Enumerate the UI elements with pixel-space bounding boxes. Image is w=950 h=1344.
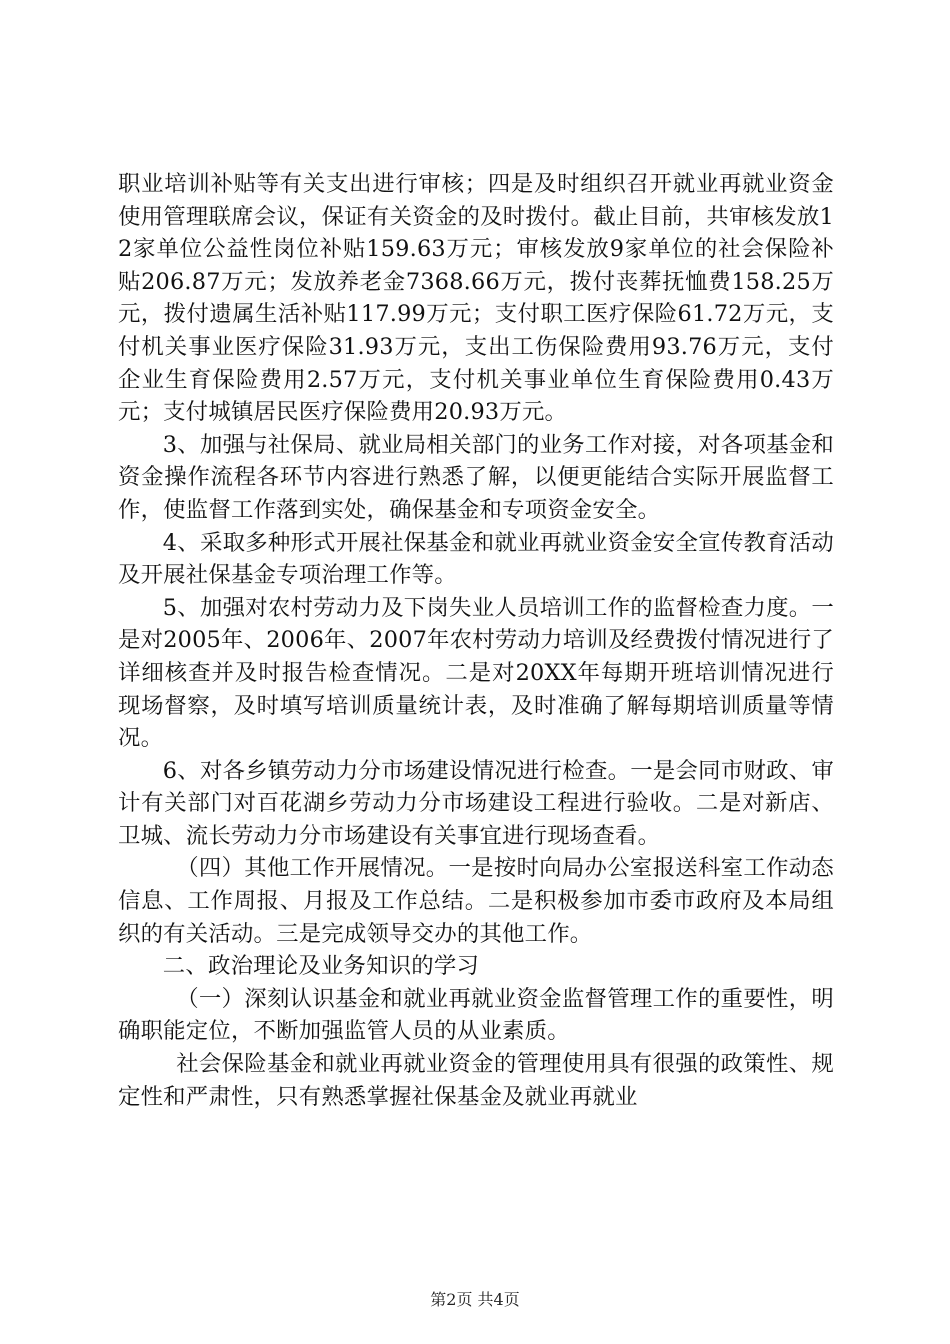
- paragraph-section-4: （四）其他工作开展情况。一是按时向局办公室报送科室工作动态信息、工作周报、月报及工作总结。二是积极参加市委市政府及本局组织的有关活动。三是完成领导交办的其他工作。: [118, 855, 834, 947]
- paragraph-item-6: 6、对各乡镇劳动力分市场建设情况进行检查。一是会同市财政、审计有关部门对百花湖乡劳动力分市场建设工程进行验收。二是对新店、卫城、流长劳动力分市场建设有关事宜进行现场查看。: [118, 757, 834, 849]
- paragraph-audit-summary: 职业培训补贴等有关支出进行审核；四是及时组织召开就业再就业资金使用管理联席会议，保证有关资金的及时拨付。截止目前，共审核发放12家单位公益性岗位补贴159.63万元；审核发放9家单位的社会保险补贴206.87万元；发放养老金7368.66万元，拨付丧葬抚恤费158.25万元，拨付遗属生活补贴117.99万元；支付职工医疗保险61.72万元，支付机关事业医疗保险31.93万元，支出工伤保险费用93.76万元，支付企业生育保险费用2.57万元，支付机关事业单位生育保险费用0.43万元；支付城镇居民医疗保险费用20.93万元。: [118, 171, 834, 426]
- paragraph-subsection-1: （一）深刻认识基金和就业再就业资金监督管理工作的重要性，明确职能定位，不断加强监管人员的从业素质。: [118, 985, 834, 1045]
- page-footer: 第2页 共4页: [430, 1290, 520, 1309]
- document-body: [118, 168, 834, 1113]
- paragraph-item-3: 3、加强与社保局、就业局相关部门的业务工作对接，对各项基金和资金操作流程各环节内容进行熟悉了解，以便更能结合实际开展监督工作，使监督工作落到实处，确保基金和专项资金安全。: [118, 431, 834, 523]
- paragraph-item-5: 5、加强对农村劳动力及下岗失业人员培训工作的监督检查力度。一是对2005年、2006年、2007年农村劳动力培训及经费拨付情况进行了详细核查并及时报告检查情况。二是对20XX年每期开班培训情况进行现场督察，及时填写培训质量统计表，及时准确了解每期培训质量等情况。: [118, 594, 834, 752]
- section-heading-2: 二、政治理论及业务知识的学习: [162, 953, 480, 980]
- paragraph-social-insurance: 社会保险基金和就业再就业资金的管理使用具有很强的政策性、规定性和严肃性，只有熟悉掌握社保基金及就业再就业: [118, 1051, 834, 1110]
- paragraph-item-4: 4、采取多种形式开展社保基金和就业再就业资金安全宣传教育活动及开展社保基金专项治理工作等。: [118, 529, 834, 589]
